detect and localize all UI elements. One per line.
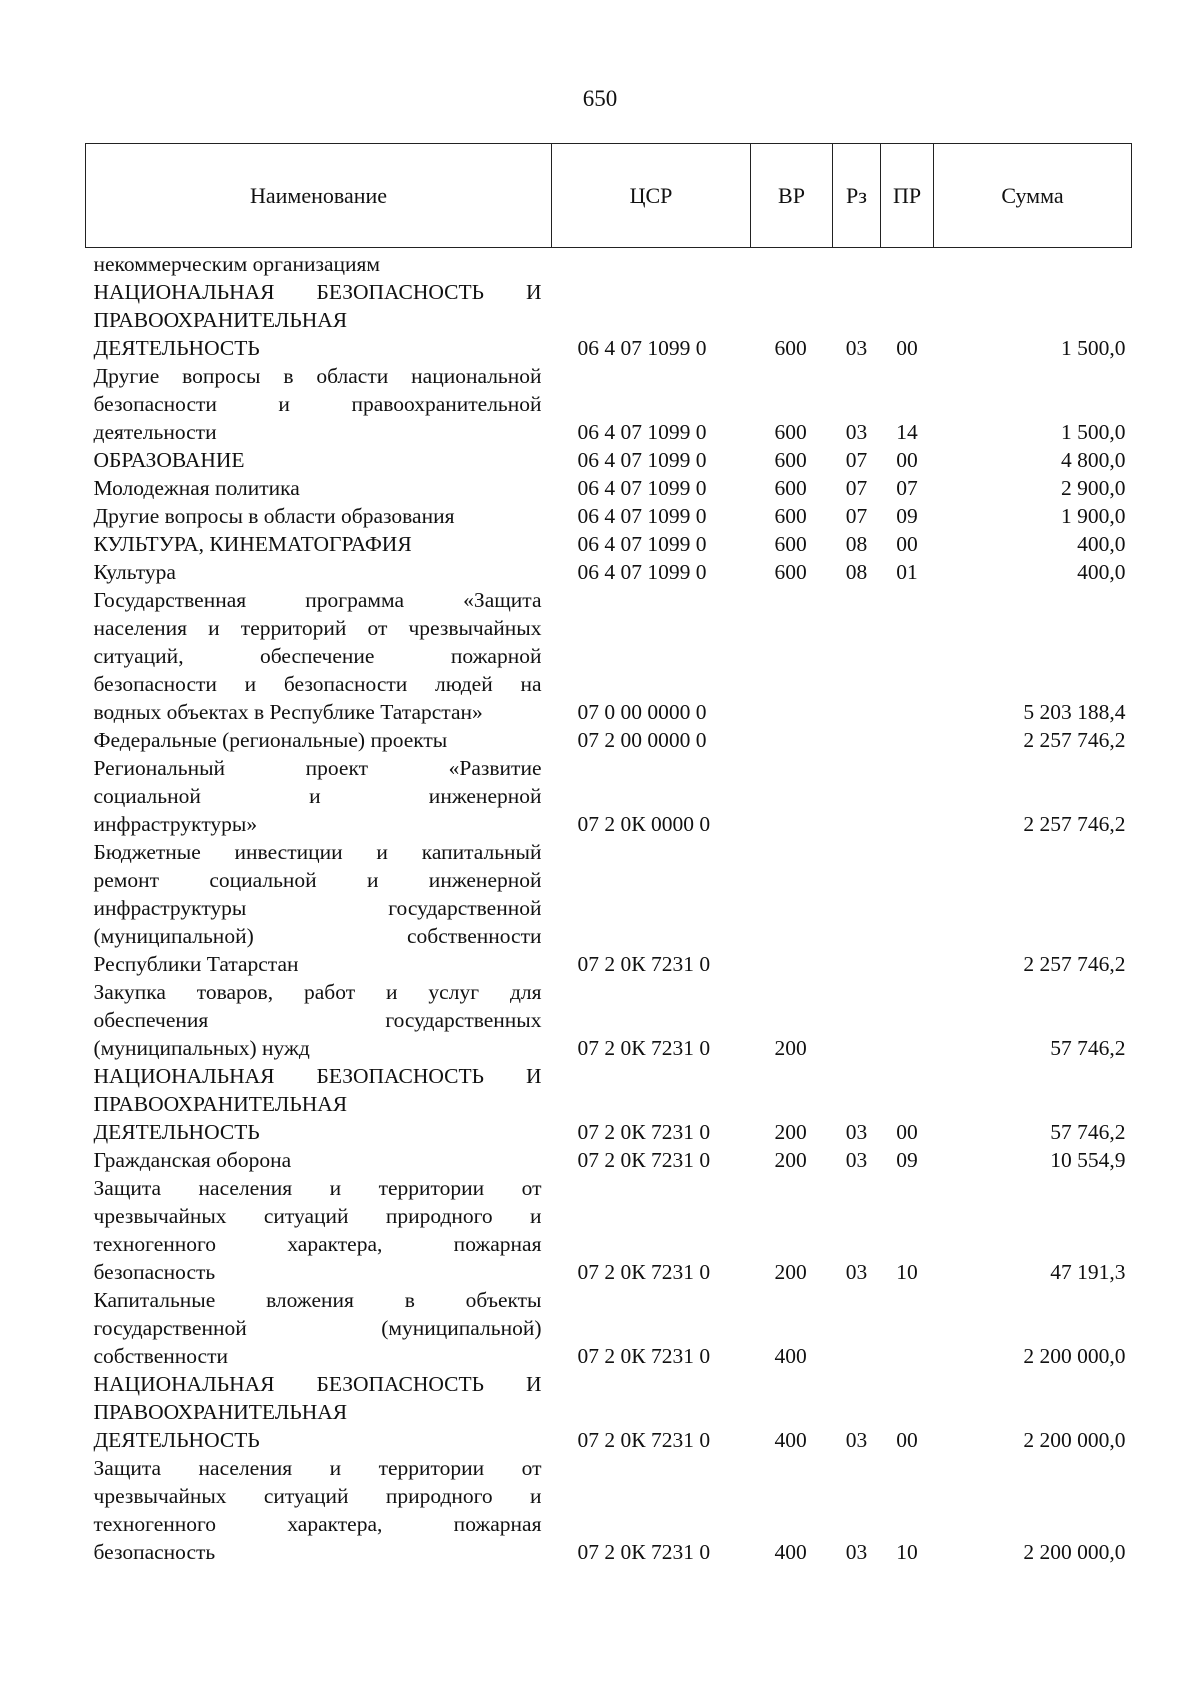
- row-csr: 07 2 0К 7231 0: [577, 1260, 711, 1284]
- row-sum: 2 200 000,0: [1023, 1428, 1126, 1452]
- row-name: [86, 726, 552, 754]
- row-name-line: деятельности: [93, 420, 217, 444]
- table-row: [86, 978, 1132, 1062]
- row-rz: 03: [845, 1120, 868, 1144]
- row-name: [86, 446, 552, 474]
- row-name-line: НАЦИОНАЛЬНАЯ БЕЗОПАСНОСТЬ И: [93, 1064, 542, 1088]
- row-name-line: ПРАВООХРАНИТЕЛЬНАЯ: [93, 1092, 348, 1116]
- row-vr: 600: [774, 560, 807, 584]
- row-vr: 600: [774, 448, 807, 472]
- row-sum: 400,0: [1077, 532, 1126, 556]
- row-vr: [751, 248, 833, 279]
- row-rz: [833, 978, 881, 1062]
- row-rz: 03: [845, 1260, 868, 1284]
- row-name-line: Другие вопросы в области образования: [93, 504, 455, 528]
- row-name: [86, 362, 552, 446]
- table-row: [86, 1454, 1132, 1566]
- row-sum: 400,0: [1077, 560, 1126, 584]
- row-name-line: Федеральные (региональные) проекты: [93, 728, 448, 752]
- row-name: [86, 978, 552, 1062]
- row-name: [86, 838, 552, 978]
- table-row: [86, 1174, 1132, 1286]
- table-row: [86, 248, 1132, 279]
- row-pr: 00: [896, 532, 918, 556]
- row-name-line: техногенного характера, пожарная: [93, 1232, 542, 1256]
- row-name-line: Культура: [93, 560, 176, 584]
- row-vr: 200: [774, 1120, 807, 1144]
- table-row: [86, 362, 1132, 446]
- row-name: [86, 502, 552, 530]
- table-row: [86, 1062, 1132, 1146]
- row-pr: 00: [896, 336, 918, 360]
- row-vr: 600: [774, 420, 807, 444]
- row-csr: 06 4 07 1099 0: [577, 504, 707, 528]
- row-vr: 200: [774, 1036, 807, 1060]
- row-sum: 57 746,2: [1050, 1036, 1126, 1060]
- row-name-line: социальной и инженерной: [93, 784, 542, 808]
- row-name: [86, 1370, 552, 1454]
- row-vr: [751, 726, 833, 754]
- row-name: [86, 586, 552, 726]
- row-csr: [552, 248, 751, 279]
- row-vr: [751, 586, 833, 726]
- row-name-line: инфраструктуры»: [93, 812, 258, 836]
- row-csr: 06 4 07 1099 0: [577, 336, 707, 360]
- row-sum: 57 746,2: [1050, 1120, 1126, 1144]
- row-name-line: обеспечения государственных: [93, 1008, 542, 1032]
- row-csr: 07 2 0К 7231 0: [577, 1036, 711, 1060]
- row-name-line: Республики Татарстан: [93, 952, 299, 976]
- row-csr: 07 0 00 0000 0: [577, 700, 707, 724]
- row-rz: [833, 838, 881, 978]
- row-name-line: КУЛЬТУРА, КИНЕМАТОГРАФИЯ: [93, 532, 412, 556]
- row-pr: [881, 1286, 934, 1370]
- row-name: [86, 474, 552, 502]
- row-name-line: ПРАВООХРАНИТЕЛЬНАЯ: [93, 308, 348, 332]
- row-name-line: безопасности и безопасности людей на: [93, 672, 542, 696]
- row-name-line: ситуаций, обеспечение пожарной: [93, 644, 542, 668]
- row-rz: [833, 754, 881, 838]
- row-csr: 06 4 07 1099 0: [577, 476, 707, 500]
- table-row: [86, 446, 1132, 474]
- row-sum: 5 203 188,4: [1023, 700, 1126, 724]
- row-sum: 1 900,0: [1061, 504, 1126, 528]
- row-rz: 08: [845, 532, 868, 556]
- row-vr: 400: [774, 1540, 807, 1564]
- row-pr: 00: [896, 1120, 918, 1144]
- row-name-line: Молодежная политика: [93, 476, 300, 500]
- row-name-line: Региональный проект «Развитие: [93, 756, 542, 780]
- row-name-line: чрезвычайных ситуаций природного и: [93, 1484, 542, 1508]
- table-row: [86, 530, 1132, 558]
- table-row: [86, 726, 1132, 754]
- table-row: [86, 474, 1132, 502]
- row-sum: 10 554,9: [1050, 1148, 1126, 1172]
- row-csr: 06 4 07 1099 0: [577, 532, 707, 556]
- table-row: [86, 278, 1132, 362]
- table-row: [86, 586, 1132, 726]
- row-vr: 200: [774, 1260, 807, 1284]
- row-vr: [751, 838, 833, 978]
- row-name-line: ДЕЯТЕЛЬНОСТЬ: [93, 336, 260, 360]
- row-sum: 1 500,0: [1061, 336, 1126, 360]
- row-pr: 10: [896, 1260, 918, 1284]
- table-header: [86, 144, 1132, 248]
- row-csr: 06 4 07 1099 0: [577, 420, 707, 444]
- row-pr: [881, 248, 934, 279]
- row-csr: 07 2 0К 7231 0: [577, 1540, 711, 1564]
- table-row: [86, 1370, 1132, 1454]
- row-pr: 01: [896, 560, 918, 584]
- row-name: [86, 248, 552, 279]
- row-name-line: Гражданская оборона: [93, 1148, 292, 1172]
- row-name-line: ДЕЯТЕЛЬНОСТЬ: [93, 1120, 260, 1144]
- row-sum: 2 900,0: [1061, 476, 1126, 500]
- row-vr: 600: [774, 336, 807, 360]
- header-name: Наименование: [86, 144, 552, 248]
- row-name-line: безопасность: [93, 1260, 216, 1284]
- row-csr: 07 2 0К 0000 0: [577, 812, 711, 836]
- row-rz: [833, 1286, 881, 1370]
- table-body: [86, 248, 1132, 1567]
- table-row: [86, 1286, 1132, 1370]
- row-name-line: некоммерческим организациям: [93, 252, 380, 276]
- row-rz: 07: [845, 504, 868, 528]
- row-vr: 600: [774, 504, 807, 528]
- row-name-line: ремонт социальной и инженерной: [93, 868, 542, 892]
- row-name-line: безопасность: [93, 1540, 216, 1564]
- row-name-line: водных объектах в Республике Татарстан»: [93, 700, 483, 724]
- row-pr: [881, 726, 934, 754]
- row-pr: 00: [896, 1428, 918, 1452]
- row-name-line: собственности: [93, 1344, 228, 1368]
- row-vr: 600: [774, 532, 807, 556]
- row-name-line: ОБРАЗОВАНИЕ: [93, 448, 245, 472]
- row-sum: 2 200 000,0: [1023, 1540, 1126, 1564]
- row-pr: 09: [896, 1148, 918, 1172]
- row-name-line: НАЦИОНАЛЬНАЯ БЕЗОПАСНОСТЬ И: [93, 280, 542, 304]
- row-name-line: (муниципальной) собственности: [93, 924, 542, 948]
- table-row: [86, 558, 1132, 586]
- row-name-line: Защита населения и территории от: [93, 1176, 542, 1200]
- table-row: [86, 754, 1132, 838]
- row-name: [86, 1454, 552, 1566]
- row-pr: [881, 586, 934, 726]
- row-name-line: инфраструктуры государственной: [93, 896, 542, 920]
- header-pr: ПР: [881, 144, 934, 248]
- row-name-line: НАЦИОНАЛЬНАЯ БЕЗОПАСНОСТЬ И: [93, 1372, 542, 1396]
- row-sum: 47 191,3: [1050, 1260, 1126, 1284]
- row-rz: 07: [845, 448, 868, 472]
- row-pr: 10: [896, 1540, 918, 1564]
- table-row: [86, 838, 1132, 978]
- row-name-line: Закупка товаров, работ и услуг для: [93, 980, 542, 1004]
- row-name-line: безопасности и правоохранительной: [93, 392, 542, 416]
- row-name: [86, 558, 552, 586]
- row-name-line: (муниципальных) нужд: [93, 1036, 310, 1060]
- row-csr: 07 2 0К 7231 0: [577, 1120, 711, 1144]
- row-sum: 2 200 000,0: [1023, 1344, 1126, 1368]
- row-name-line: чрезвычайных ситуаций природного и: [93, 1204, 542, 1228]
- row-sum: 2 257 746,2: [1023, 952, 1126, 976]
- row-name-line: Государственная программа «Защита: [93, 588, 542, 612]
- row-sum: 4 800,0: [1061, 448, 1126, 472]
- row-name: [86, 530, 552, 558]
- header-csr: ЦСР: [552, 144, 751, 248]
- row-rz: 03: [845, 420, 868, 444]
- table-row: [86, 1146, 1132, 1174]
- row-name: [86, 1146, 552, 1174]
- row-pr: [881, 978, 934, 1062]
- row-pr: [881, 838, 934, 978]
- row-rz: 07: [845, 476, 868, 500]
- row-rz: [833, 726, 881, 754]
- budget-table: [85, 143, 1132, 1566]
- row-name-line: государственной (муниципальной): [93, 1316, 542, 1340]
- row-rz: 03: [845, 336, 868, 360]
- row-csr: 07 2 0К 7231 0: [577, 952, 711, 976]
- row-csr: 07 2 0К 7231 0: [577, 1344, 711, 1368]
- row-rz: [833, 248, 881, 279]
- header-sum: Сумма: [934, 144, 1132, 248]
- row-csr: 07 2 00 0000 0: [577, 728, 707, 752]
- row-pr: 09: [896, 504, 918, 528]
- row-vr: 400: [774, 1428, 807, 1452]
- row-csr: 07 2 0К 7231 0: [577, 1428, 711, 1452]
- row-name-line: Защита населения и территории от: [93, 1456, 542, 1480]
- row-name-line: ПРАВООХРАНИТЕЛЬНАЯ: [93, 1400, 348, 1424]
- row-name-line: Другие вопросы в области национальной: [93, 364, 542, 388]
- header-vr: ВР: [751, 144, 833, 248]
- row-rz: 03: [845, 1540, 868, 1564]
- header-rz: Рз: [833, 144, 881, 248]
- row-sum: [934, 248, 1132, 279]
- row-pr: [881, 754, 934, 838]
- row-vr: 200: [774, 1148, 807, 1172]
- page-number: 650: [582, 86, 618, 111]
- table-row: [86, 502, 1132, 530]
- row-name: [86, 754, 552, 838]
- row-name-line: техногенного характера, пожарная: [93, 1512, 542, 1536]
- row-csr: 06 4 07 1099 0: [577, 448, 707, 472]
- row-sum: 2 257 746,2: [1023, 812, 1126, 836]
- row-name-line: ДЕЯТЕЛЬНОСТЬ: [93, 1428, 260, 1452]
- row-name: [86, 1062, 552, 1146]
- row-rz: 08: [845, 560, 868, 584]
- row-name: [86, 1286, 552, 1370]
- row-pr: 00: [896, 448, 918, 472]
- row-name-line: населения и территорий от чрезвычайных: [93, 616, 542, 640]
- row-rz: 03: [845, 1428, 868, 1452]
- row-rz: 03: [845, 1148, 868, 1172]
- row-pr: 07: [896, 476, 918, 500]
- row-name: [86, 1174, 552, 1286]
- row-sum: 1 500,0: [1061, 420, 1126, 444]
- row-vr: [751, 754, 833, 838]
- row-name-line: Бюджетные инвестиции и капитальный: [93, 840, 542, 864]
- row-pr: 14: [896, 420, 918, 444]
- row-vr: 400: [774, 1344, 807, 1368]
- row-name: [86, 278, 552, 362]
- row-csr: 07 2 0К 7231 0: [577, 1148, 711, 1172]
- row-name-line: Капитальные вложения в объекты: [93, 1288, 542, 1312]
- row-rz: [833, 586, 881, 726]
- row-vr: 600: [774, 476, 807, 500]
- row-sum: 2 257 746,2: [1023, 728, 1126, 752]
- row-csr: 06 4 07 1099 0: [577, 560, 707, 584]
